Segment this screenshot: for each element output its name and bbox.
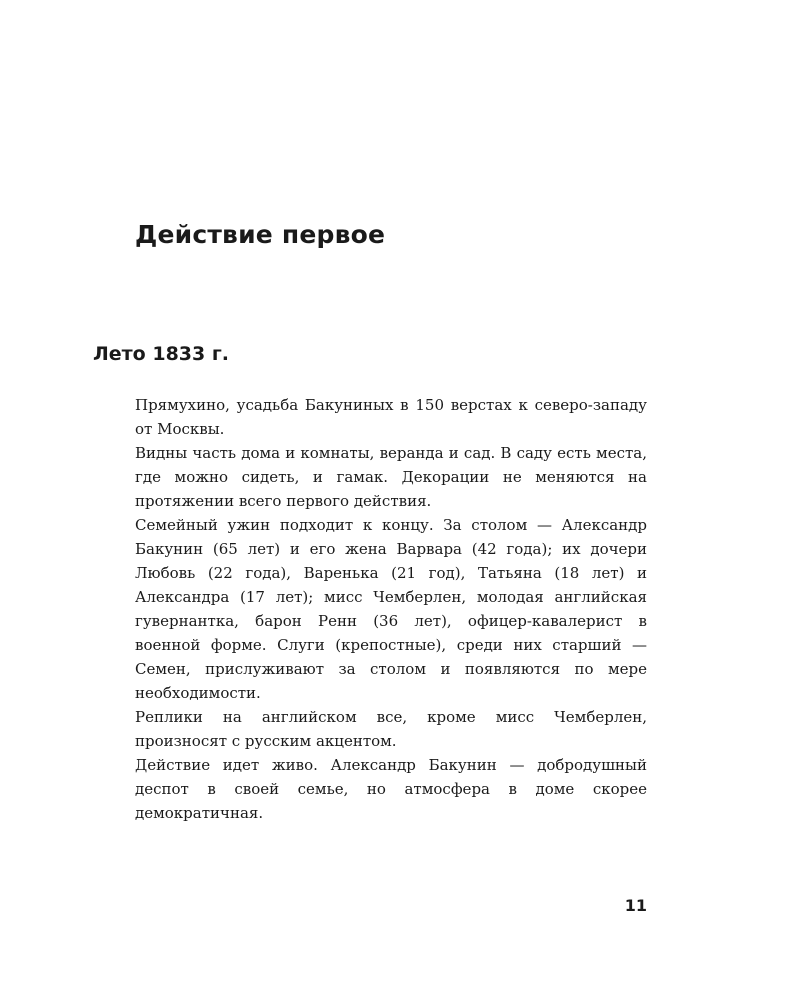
stage-direction-paragraph: Семейный ужин подходит к концу. За столом — Александр Бакунин (65 лет) и его жена Варвара (42 года); их дочери Любовь (22 года), Варенька (21 год), Татьяна (18 лет) и Александра (17 лет); мисс Чемберлен, молодая английская гувернантка, барон Ренн (36 лет), офицер-кавалерист в военной форме. Слуги (крепостные), среди них старший — Семен, прислуживают за столом и появляются по мере необходимости. xyxy=(135,516,647,702)
stage-direction-paragraph: Действие идет живо. Александр Бакунин — добродушный деспот в своей семье, но атмосфера в доме скорее демократичная. xyxy=(135,756,647,822)
stage-direction-paragraph: Реплики на английском все, кроме мисс Чемберлен, произносят с русским акцентом. xyxy=(135,708,647,750)
scene-heading: Лето 1833 г. xyxy=(93,343,229,365)
stage-directions xyxy=(135,393,647,825)
act-title: Действие первое xyxy=(135,220,386,249)
stage-direction-paragraph: Видны часть дома и комнаты, веранда и сад. В саду есть места, где можно сидеть, и гамак. Декорации не меняются на протяжении всего первого действия. xyxy=(135,444,647,510)
page-number: 11 xyxy=(624,896,647,915)
stage-direction-paragraph: Прямухино, усадьба Бакуниных в 150 верстах к северо-западу от Москвы. xyxy=(135,396,647,438)
